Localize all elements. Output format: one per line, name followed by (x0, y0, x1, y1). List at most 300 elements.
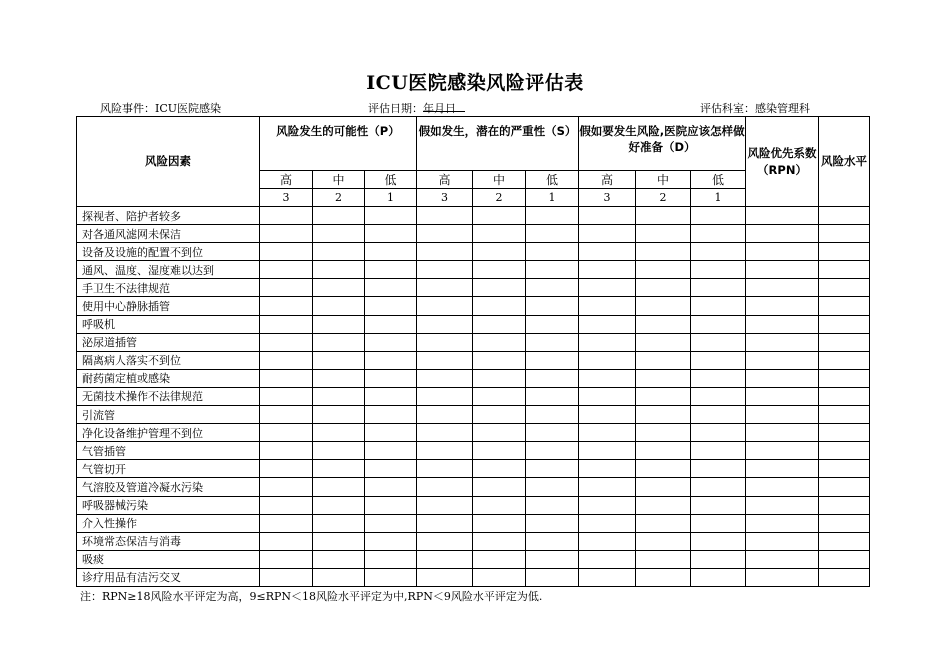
header-possibility: 风险发生的可能性（P） (260, 117, 417, 171)
rating-cell[interactable] (526, 369, 579, 387)
rating-cell[interactable] (746, 261, 819, 279)
rating-cell[interactable] (691, 351, 746, 369)
rating-cell[interactable] (819, 351, 870, 369)
rating-cell[interactable] (313, 315, 365, 333)
rating-cell[interactable] (579, 424, 636, 442)
rating-cell[interactable] (636, 442, 691, 460)
rating-cell[interactable] (473, 351, 526, 369)
rating-cell[interactable] (473, 460, 526, 478)
rating-cell[interactable] (819, 514, 870, 532)
rating-cell[interactable] (473, 406, 526, 424)
header-risk-factor: 风险因素 (77, 117, 260, 207)
rating-cell[interactable] (365, 207, 417, 225)
rating-cell[interactable] (636, 225, 691, 243)
rating-cell[interactable] (819, 460, 870, 478)
risk-factor-cell: 呼吸器械污染 (77, 496, 260, 514)
rating-cell[interactable] (260, 442, 313, 460)
rating-cell[interactable] (746, 369, 819, 387)
rating-cell[interactable] (746, 351, 819, 369)
rating-cell[interactable] (691, 279, 746, 297)
rating-cell[interactable] (746, 496, 819, 514)
rating-cell[interactable] (579, 333, 636, 351)
table-row (77, 333, 870, 351)
rating-cell[interactable] (365, 333, 417, 351)
rating-cell[interactable] (473, 261, 526, 279)
rating-cell[interactable] (636, 351, 691, 369)
rating-cell[interactable] (579, 478, 636, 496)
rating-cell[interactable] (313, 297, 365, 315)
rating-cell[interactable] (365, 550, 417, 568)
rating-cell[interactable] (691, 261, 746, 279)
level-label: 低 (526, 171, 579, 189)
rating-cell[interactable] (417, 333, 473, 351)
rating-cell[interactable] (579, 369, 636, 387)
table-row (77, 207, 870, 225)
table-row (77, 369, 870, 387)
risk-factor-cell: 净化设备维护管理不到位 (77, 424, 260, 442)
rating-cell[interactable] (579, 442, 636, 460)
rating-cell[interactable] (691, 333, 746, 351)
rating-cell[interactable] (417, 315, 473, 333)
rating-cell[interactable] (260, 532, 313, 550)
rating-cell[interactable] (526, 243, 579, 261)
level-label: 高 (417, 171, 473, 189)
rating-cell[interactable] (579, 315, 636, 333)
rating-cell[interactable] (636, 387, 691, 405)
level-label: 中 (313, 171, 365, 189)
rating-cell[interactable] (417, 225, 473, 243)
header-preparedness: 假如要发生风险,医院应该怎样做好准备（D） (579, 117, 746, 171)
rating-cell[interactable] (473, 424, 526, 442)
rating-cell[interactable] (579, 297, 636, 315)
rating-cell[interactable] (365, 387, 417, 405)
rating-cell[interactable] (365, 478, 417, 496)
table-row (77, 496, 870, 514)
rating-cell[interactable] (260, 261, 313, 279)
rating-cell[interactable] (313, 207, 365, 225)
rating-cell[interactable] (746, 442, 819, 460)
rating-cell[interactable] (579, 514, 636, 532)
rating-cell[interactable] (579, 207, 636, 225)
rating-cell[interactable] (579, 568, 636, 586)
rating-cell[interactable] (579, 532, 636, 550)
rating-cell[interactable] (526, 261, 579, 279)
rating-cell[interactable] (746, 550, 819, 568)
rating-cell[interactable] (526, 514, 579, 532)
rating-cell[interactable] (473, 568, 526, 586)
rating-cell[interactable] (313, 442, 365, 460)
rating-cell[interactable] (579, 261, 636, 279)
assessment-dept: 评估科室：感染管理科 (700, 102, 810, 115)
table-row (77, 297, 870, 315)
header-severity: 假如发生，潜在的严重性（S） (417, 117, 579, 171)
risk-factor-cell: 引流管 (77, 406, 260, 424)
rating-cell[interactable] (691, 514, 746, 532)
rating-cell[interactable] (313, 279, 365, 297)
rating-cell[interactable] (313, 387, 365, 405)
rating-cell[interactable] (691, 207, 746, 225)
rating-cell[interactable] (746, 207, 819, 225)
rating-cell[interactable] (579, 406, 636, 424)
score-label: 2 (313, 189, 365, 207)
risk-factor-cell: 气管插管 (77, 442, 260, 460)
rating-cell[interactable] (691, 460, 746, 478)
rating-cell[interactable] (417, 568, 473, 586)
risk-factor-cell: 吸痰 (77, 550, 260, 568)
rating-cell[interactable] (417, 532, 473, 550)
rating-cell[interactable] (819, 406, 870, 424)
risk-factor-cell: 泌尿道插管 (77, 333, 260, 351)
table-row (77, 387, 870, 405)
rating-cell[interactable] (313, 496, 365, 514)
rating-cell[interactable] (473, 297, 526, 315)
rating-cell[interactable] (365, 225, 417, 243)
rating-cell[interactable] (417, 279, 473, 297)
rating-cell[interactable] (819, 478, 870, 496)
score-label: 2 (473, 189, 526, 207)
rating-cell[interactable] (417, 550, 473, 568)
table-row (77, 243, 870, 261)
rating-cell[interactable] (313, 532, 365, 550)
rating-cell[interactable] (636, 424, 691, 442)
rating-cell[interactable] (819, 315, 870, 333)
rating-cell[interactable] (260, 550, 313, 568)
risk-factor-cell: 隔离病人落实不到位 (77, 351, 260, 369)
rating-cell[interactable] (636, 532, 691, 550)
table-row (77, 442, 870, 460)
assessment-date (368, 100, 456, 116)
level-label: 高 (579, 171, 636, 189)
rating-cell[interactable] (260, 279, 313, 297)
rating-cell[interactable] (526, 279, 579, 297)
rating-cell[interactable] (313, 460, 365, 478)
risk-event: 风险事件：ICU医院感染 (100, 102, 222, 115)
rating-cell[interactable] (526, 207, 579, 225)
rating-cell[interactable] (417, 424, 473, 442)
rating-cell[interactable] (473, 387, 526, 405)
rating-cell[interactable] (819, 369, 870, 387)
rating-cell[interactable] (473, 442, 526, 460)
rating-cell[interactable] (691, 243, 746, 261)
day-label: 日 (445, 102, 456, 115)
rating-cell[interactable] (260, 496, 313, 514)
table-row (77, 532, 870, 550)
rating-cell[interactable] (579, 243, 636, 261)
rating-cell[interactable] (313, 369, 365, 387)
rating-cell[interactable] (746, 424, 819, 442)
rating-cell[interactable] (417, 369, 473, 387)
rating-cell[interactable] (636, 207, 691, 225)
risk-factor-cell: 诊疗用品有洁污交叉 (77, 568, 260, 586)
rating-cell[interactable] (526, 460, 579, 478)
rating-cell[interactable] (526, 406, 579, 424)
rating-cell[interactable] (819, 225, 870, 243)
rating-cell[interactable] (819, 532, 870, 550)
rating-cell[interactable] (473, 532, 526, 550)
rating-cell[interactable] (313, 568, 365, 586)
rating-cell[interactable] (313, 550, 365, 568)
rating-cell[interactable] (473, 207, 526, 225)
rating-cell[interactable] (819, 297, 870, 315)
rating-cell[interactable] (746, 514, 819, 532)
rating-cell[interactable] (746, 333, 819, 351)
rating-cell[interactable] (417, 351, 473, 369)
rating-cell[interactable] (526, 532, 579, 550)
rating-cell[interactable] (365, 243, 417, 261)
risk-factor-cell: 使用中心静脉插管 (77, 297, 260, 315)
rating-cell[interactable] (313, 333, 365, 351)
rating-cell[interactable] (636, 406, 691, 424)
month-label: 月 (434, 102, 445, 115)
rating-cell[interactable] (526, 351, 579, 369)
table-row (77, 478, 870, 496)
day-blank[interactable] (445, 100, 465, 112)
rating-cell[interactable] (365, 351, 417, 369)
rating-cell[interactable] (260, 207, 313, 225)
rating-cell[interactable] (365, 496, 417, 514)
risk-factor-cell: 呼吸机 (77, 315, 260, 333)
rating-cell[interactable] (526, 297, 579, 315)
rating-cell[interactable] (746, 297, 819, 315)
rating-cell[interactable] (746, 406, 819, 424)
rating-cell[interactable] (260, 478, 313, 496)
rating-cell[interactable] (260, 315, 313, 333)
rating-cell[interactable] (365, 424, 417, 442)
rating-cell[interactable] (473, 243, 526, 261)
rating-cell[interactable] (636, 243, 691, 261)
risk-factor-cell: 气管切开 (77, 460, 260, 478)
rating-cell[interactable] (819, 279, 870, 297)
rating-cell[interactable] (636, 261, 691, 279)
rating-cell[interactable] (579, 279, 636, 297)
rating-cell[interactable] (260, 424, 313, 442)
rating-cell[interactable] (636, 315, 691, 333)
date-label: 评估日期： (368, 102, 423, 115)
rating-cell[interactable] (260, 514, 313, 532)
rating-cell[interactable] (691, 550, 746, 568)
rating-cell[interactable] (746, 225, 819, 243)
level-label: 低 (365, 171, 417, 189)
rating-cell[interactable] (417, 406, 473, 424)
rating-cell[interactable] (636, 496, 691, 514)
rating-cell[interactable] (417, 207, 473, 225)
rating-cell[interactable] (526, 496, 579, 514)
risk-assessment-table (76, 116, 870, 587)
rating-cell[interactable] (691, 496, 746, 514)
rating-cell[interactable] (526, 424, 579, 442)
rating-cell[interactable] (417, 478, 473, 496)
table-row (77, 424, 870, 442)
rating-cell[interactable] (365, 315, 417, 333)
rating-cell[interactable] (313, 514, 365, 532)
score-label: 2 (636, 189, 691, 207)
table-row (77, 460, 870, 478)
footnote: 注：RPN≥18风险水平评定为高，9≤RPN＜18风险水平评定为中,RPN＜9风险水平评定为低. (80, 590, 543, 603)
rating-cell[interactable] (473, 279, 526, 297)
rating-cell[interactable] (260, 369, 313, 387)
rating-cell[interactable] (526, 387, 579, 405)
table-row (77, 225, 870, 243)
rating-cell[interactable] (260, 333, 313, 351)
rating-cell[interactable] (746, 568, 819, 586)
rating-cell[interactable] (579, 225, 636, 243)
rating-cell[interactable] (473, 550, 526, 568)
rating-cell[interactable] (473, 225, 526, 243)
rating-cell[interactable] (636, 333, 691, 351)
rating-cell[interactable] (526, 478, 579, 496)
rating-cell[interactable] (260, 351, 313, 369)
rating-cell[interactable] (819, 568, 870, 586)
rating-cell[interactable] (526, 333, 579, 351)
risk-factor-cell: 无菌技术操作不法律规范 (77, 387, 260, 405)
rating-cell[interactable] (365, 279, 417, 297)
rating-cell[interactable] (691, 442, 746, 460)
rating-cell[interactable] (313, 424, 365, 442)
rating-cell[interactable] (260, 387, 313, 405)
rating-cell[interactable] (473, 496, 526, 514)
score-label: 1 (365, 189, 417, 207)
rating-cell[interactable] (365, 369, 417, 387)
table-row (77, 514, 870, 532)
rating-cell[interactable] (691, 225, 746, 243)
rating-cell[interactable] (417, 460, 473, 478)
form-title: ICU医院感染风险评估表 (366, 72, 584, 94)
rating-cell[interactable] (417, 442, 473, 460)
rating-cell[interactable] (313, 406, 365, 424)
rating-cell[interactable] (819, 243, 870, 261)
risk-factor-cell: 设备及设施的配置不到位 (77, 243, 260, 261)
level-label: 中 (636, 171, 691, 189)
level-label: 高 (260, 171, 313, 189)
rating-cell[interactable] (526, 315, 579, 333)
rating-cell[interactable] (473, 315, 526, 333)
rating-cell[interactable] (691, 369, 746, 387)
rating-cell[interactable] (473, 514, 526, 532)
rating-cell[interactable] (746, 279, 819, 297)
rating-cell[interactable] (636, 568, 691, 586)
rating-cell[interactable] (526, 568, 579, 586)
rating-cell[interactable] (746, 460, 819, 478)
rating-cell[interactable] (579, 351, 636, 369)
rating-cell[interactable] (746, 387, 819, 405)
rating-cell[interactable] (260, 297, 313, 315)
table-row (77, 550, 870, 568)
rating-cell[interactable] (819, 550, 870, 568)
risk-factor-cell: 手卫生不法律规范 (77, 279, 260, 297)
rating-cell[interactable] (260, 225, 313, 243)
rating-cell[interactable] (313, 225, 365, 243)
table-row (77, 315, 870, 333)
rating-cell[interactable] (417, 243, 473, 261)
rating-cell[interactable] (313, 351, 365, 369)
rating-cell[interactable] (691, 478, 746, 496)
table-row (77, 351, 870, 369)
rating-cell[interactable] (691, 315, 746, 333)
rating-cell[interactable] (746, 478, 819, 496)
rating-cell[interactable] (819, 207, 870, 225)
rating-cell[interactable] (636, 514, 691, 532)
rating-cell[interactable] (636, 369, 691, 387)
rating-cell[interactable] (473, 369, 526, 387)
rating-cell[interactable] (579, 387, 636, 405)
rating-cell[interactable] (691, 568, 746, 586)
rating-cell[interactable] (365, 297, 417, 315)
rating-cell[interactable] (260, 406, 313, 424)
risk-factor-cell: 探视者、陪护者较多 (77, 207, 260, 225)
rating-cell[interactable] (636, 460, 691, 478)
rating-cell[interactable] (579, 550, 636, 568)
rating-cell[interactable] (691, 297, 746, 315)
rating-cell[interactable] (819, 496, 870, 514)
rating-cell[interactable] (365, 514, 417, 532)
rating-cell[interactable] (526, 442, 579, 460)
rating-cell[interactable] (313, 261, 365, 279)
rating-cell[interactable] (417, 261, 473, 279)
rating-cell[interactable] (636, 478, 691, 496)
rating-cell[interactable] (636, 279, 691, 297)
rating-cell[interactable] (313, 478, 365, 496)
rating-cell[interactable] (365, 261, 417, 279)
rating-cell[interactable] (260, 243, 313, 261)
rating-cell[interactable] (691, 532, 746, 550)
rating-cell[interactable] (526, 550, 579, 568)
rating-cell[interactable] (417, 496, 473, 514)
risk-factor-cell: 环境常态保洁与消毒 (77, 532, 260, 550)
rating-cell[interactable] (417, 387, 473, 405)
score-label: 3 (260, 189, 313, 207)
rating-cell[interactable] (746, 243, 819, 261)
rating-cell[interactable] (365, 460, 417, 478)
risk-factor-cell: 通风、温度、湿度难以达到 (77, 261, 260, 279)
rating-cell[interactable] (417, 297, 473, 315)
rating-cell[interactable] (819, 424, 870, 442)
table-row (77, 568, 870, 586)
rating-cell[interactable] (691, 424, 746, 442)
rating-cell[interactable] (819, 261, 870, 279)
risk-factor-cell: 耐药菌定植或感染 (77, 369, 260, 387)
risk-factor-cell: 气溶胶及管道冷凝水污染 (77, 478, 260, 496)
rating-cell[interactable] (819, 442, 870, 460)
rating-cell[interactable] (313, 243, 365, 261)
rating-cell[interactable] (579, 460, 636, 478)
level-label: 低 (691, 171, 746, 189)
rating-cell[interactable] (691, 406, 746, 424)
rating-cell[interactable] (636, 550, 691, 568)
rating-cell[interactable] (691, 387, 746, 405)
rating-cell[interactable] (473, 478, 526, 496)
rating-cell[interactable] (473, 333, 526, 351)
rating-cell[interactable] (365, 568, 417, 586)
rating-cell[interactable] (365, 532, 417, 550)
rating-cell[interactable] (365, 442, 417, 460)
rating-cell[interactable] (579, 496, 636, 514)
rating-cell[interactable] (746, 315, 819, 333)
header-rpn: 风险优先系数（RPN） (746, 117, 819, 207)
rating-cell[interactable] (526, 225, 579, 243)
table-row (77, 279, 870, 297)
rating-cell[interactable] (636, 297, 691, 315)
rating-cell[interactable] (746, 532, 819, 550)
rating-cell[interactable] (417, 514, 473, 532)
rating-cell[interactable] (819, 333, 870, 351)
rating-cell[interactable] (260, 568, 313, 586)
table-row (77, 261, 870, 279)
table-row (77, 406, 870, 424)
rating-cell[interactable] (819, 387, 870, 405)
rating-cell[interactable] (365, 406, 417, 424)
form-meta (100, 100, 830, 116)
rating-cell[interactable] (260, 460, 313, 478)
